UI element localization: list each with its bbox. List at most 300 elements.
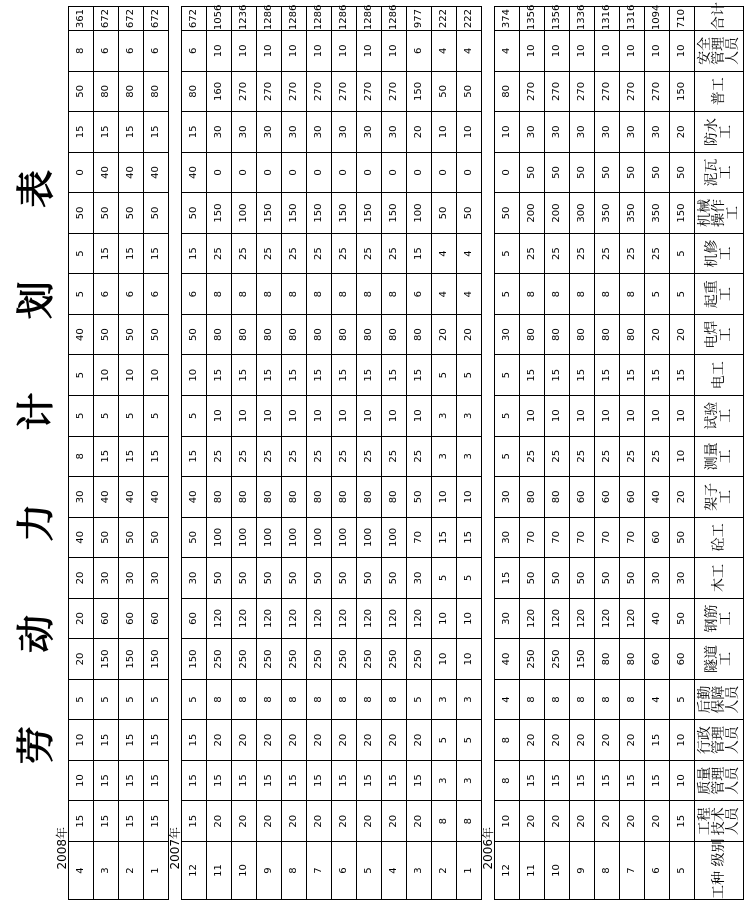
month-header: 3 [407,842,432,900]
value-cell: 30 [182,558,207,599]
value-cell: 8 [257,274,282,315]
value-cell: 80 [307,477,332,518]
total-cell: 1056 [207,7,232,31]
value-cell: 270 [645,71,670,112]
value-cell: 50 [495,193,520,234]
value-cell: 10 [645,395,670,436]
value-cell: 5 [144,679,169,720]
value-cell: 8 [570,274,595,315]
value-cell: 50 [620,152,645,193]
value-cell: 5 [182,679,207,720]
value-cell: 50 [407,477,432,518]
month-header: 2 [119,842,144,900]
value-cell: 100 [257,517,282,558]
value-cell: 80 [232,314,257,355]
total-cell: 374 [495,7,520,31]
value-cell: 25 [545,233,570,274]
value-cell: 15 [257,760,282,801]
value-cell: 0 [69,152,94,193]
value-cell: 70 [620,517,645,558]
value-cell: 15 [119,112,144,153]
value-cell: 200 [545,193,570,234]
value-cell: 15 [670,355,695,396]
value-cell: 25 [257,436,282,477]
value-cell: 3 [457,395,482,436]
value-cell: 10 [357,395,382,436]
value-cell: 30 [645,558,670,599]
value-cell: 150 [282,193,307,234]
value-cell: 50 [432,193,457,234]
value-cell: 15 [119,720,144,761]
value-cell: 80 [357,314,382,355]
value-cell: 20 [257,720,282,761]
value-cell: 15 [545,355,570,396]
value-cell: 30 [520,112,545,153]
value-cell: 15 [545,760,570,801]
value-cell: 8 [257,679,282,720]
value-cell: 15 [232,760,257,801]
month-header: 5 [357,842,382,900]
value-cell: 5 [495,355,520,396]
value-cell: 15 [182,801,207,842]
value-cell: 20 [207,720,232,761]
value-cell: 10 [307,395,332,436]
value-cell: 150 [257,193,282,234]
value-cell: 25 [645,233,670,274]
value-cell: 80 [570,314,595,355]
value-cell: 8 [520,679,545,720]
value-cell: 5 [94,395,119,436]
value-cell: 25 [620,436,645,477]
value-cell: 15 [94,801,119,842]
value-cell: 30 [332,112,357,153]
value-cell: 150 [332,193,357,234]
month-header: 6 [645,842,670,900]
value-cell: 8 [495,720,520,761]
value-cell: 80 [520,314,545,355]
value-cell: 15 [595,355,620,396]
value-cell: 15 [457,517,482,558]
value-cell: 15 [94,436,119,477]
value-cell: 15 [144,720,169,761]
value-cell: 350 [595,193,620,234]
value-cell: 250 [232,639,257,680]
month-header: 3 [94,842,119,900]
value-cell: 30 [144,558,169,599]
total-cell: 1316 [595,7,620,31]
value-cell: 50 [307,558,332,599]
value-cell: 25 [282,233,307,274]
month-header: 1 [457,842,482,900]
value-cell: 25 [232,436,257,477]
value-cell: 250 [520,639,545,680]
value-cell: 20 [457,314,482,355]
value-cell: 80 [382,314,407,355]
value-cell: 25 [570,436,595,477]
value-cell: 5 [645,274,670,315]
value-cell: 5 [94,679,119,720]
month-header: 2 [432,842,457,900]
value-cell: 270 [282,71,307,112]
value-cell: 15 [520,355,545,396]
month-header: 9 [570,842,595,900]
value-cell: 5 [495,395,520,436]
value-cell: 15 [645,355,670,396]
value-cell: 10 [457,112,482,153]
value-cell: 70 [545,517,570,558]
value-cell: 15 [570,355,595,396]
value-cell: 5 [495,274,520,315]
value-cell: 20 [382,801,407,842]
value-cell: 15 [144,436,169,477]
value-cell: 8 [332,679,357,720]
value-cell: 20 [407,720,432,761]
value-cell: 10 [545,395,570,436]
value-cell: 15 [282,760,307,801]
value-cell: 10 [382,395,407,436]
value-cell: 8 [595,274,620,315]
value-cell: 20 [620,720,645,761]
value-cell: 20 [432,314,457,355]
value-cell: 8 [69,31,94,72]
value-cell: 60 [94,598,119,639]
value-cell: 20 [69,598,94,639]
value-cell: 40 [119,152,144,193]
value-cell: 15 [382,760,407,801]
value-cell: 120 [595,598,620,639]
value-cell: 15 [620,760,645,801]
value-cell: 50 [357,558,382,599]
value-cell: 15 [119,436,144,477]
trade-name: 木工 [695,558,744,599]
month-header: 7 [307,842,332,900]
total-cell: 672 [182,7,207,31]
value-cell: 100 [382,517,407,558]
value-cell: 10 [570,31,595,72]
value-cell: 120 [357,598,382,639]
value-cell: 4 [495,679,520,720]
trade-name: 试验工 [695,395,744,436]
value-cell: 10 [332,31,357,72]
value-cell: 0 [382,152,407,193]
value-cell: 8 [382,679,407,720]
value-cell: 30 [670,558,695,599]
value-cell: 30 [307,112,332,153]
value-cell: 60 [620,477,645,518]
value-cell: 250 [307,639,332,680]
total-cell: 1286 [282,7,307,31]
value-cell: 25 [595,233,620,274]
value-cell: 8 [357,274,382,315]
value-cell: 40 [144,477,169,518]
value-cell: 5 [119,395,144,436]
value-cell: 120 [520,598,545,639]
value-cell: 25 [382,436,407,477]
value-cell: 60 [670,639,695,680]
value-cell: 50 [595,558,620,599]
value-cell: 50 [94,193,119,234]
value-cell: 25 [570,233,595,274]
value-cell: 0 [407,152,432,193]
value-cell: 20 [407,801,432,842]
value-cell: 15 [119,801,144,842]
value-cell: 10 [595,395,620,436]
value-cell: 120 [407,598,432,639]
value-cell: 15 [94,720,119,761]
value-cell: 5 [670,274,695,315]
value-cell: 80 [407,314,432,355]
value-cell: 40 [119,477,144,518]
value-cell: 25 [645,436,670,477]
value-cell: 80 [332,314,357,355]
value-cell: 160 [207,71,232,112]
month-header: 11 [207,842,232,900]
value-cell: 5 [182,395,207,436]
value-cell: 100 [207,517,232,558]
total-cell: 1336 [570,7,595,31]
value-cell: 40 [144,152,169,193]
value-cell: 50 [645,152,670,193]
value-cell: 8 [570,679,595,720]
value-cell: 20 [520,720,545,761]
value-cell: 15 [182,720,207,761]
month-header: 4 [382,842,407,900]
value-cell: 8 [232,679,257,720]
value-cell: 25 [232,233,257,274]
value-cell: 50 [69,71,94,112]
value-cell: 150 [307,193,332,234]
value-cell: 15 [332,355,357,396]
value-cell: 0 [432,152,457,193]
value-cell: 250 [382,639,407,680]
value-cell: 10 [382,31,407,72]
value-cell: 15 [332,760,357,801]
value-cell: 80 [182,71,207,112]
value-cell: 6 [407,274,432,315]
value-cell: 25 [620,233,645,274]
value-cell: 80 [332,477,357,518]
value-cell: 50 [670,152,695,193]
value-cell: 3 [432,679,457,720]
value-cell: 15 [94,112,119,153]
value-cell: 6 [182,274,207,315]
value-cell: 150 [207,193,232,234]
value-cell: 15 [182,233,207,274]
value-cell: 10 [232,31,257,72]
value-cell: 150 [182,639,207,680]
value-cell: 15 [94,233,119,274]
value-cell: 4 [457,31,482,72]
value-cell: 5 [670,233,695,274]
value-cell: 10 [570,395,595,436]
value-cell: 15 [94,760,119,801]
value-cell: 8 [207,679,232,720]
value-cell: 15 [432,517,457,558]
trade-name: 砼工 [695,517,744,558]
value-cell: 50 [182,314,207,355]
value-cell: 150 [670,193,695,234]
value-cell: 25 [520,233,545,274]
value-cell: 10 [207,31,232,72]
value-cell: 25 [307,233,332,274]
value-cell: 30 [257,112,282,153]
value-cell: 20 [545,801,570,842]
value-cell: 120 [545,598,570,639]
value-cell: 10 [670,720,695,761]
value-cell: 5 [670,679,695,720]
value-cell: 50 [520,152,545,193]
value-cell: 270 [307,71,332,112]
value-cell: 10 [520,395,545,436]
value-cell: 15 [282,355,307,396]
value-cell: 50 [94,517,119,558]
value-cell: 80 [232,477,257,518]
value-cell: 270 [595,71,620,112]
value-cell: 80 [257,477,282,518]
value-cell: 20 [232,720,257,761]
value-cell: 80 [595,639,620,680]
value-cell: 50 [382,558,407,599]
value-cell: 10 [495,112,520,153]
value-cell: 8 [232,274,257,315]
value-cell: 40 [94,477,119,518]
value-cell: 8 [382,274,407,315]
value-cell: 80 [595,314,620,355]
value-cell: 30 [232,112,257,153]
value-cell: 3 [432,395,457,436]
value-cell: 0 [357,152,382,193]
value-cell: 30 [620,112,645,153]
value-cell: 40 [182,477,207,518]
value-cell: 15 [257,355,282,396]
trade-name: 测量工 [695,436,744,477]
value-cell: 120 [382,598,407,639]
value-cell: 5 [69,679,94,720]
value-cell: 8 [332,274,357,315]
value-cell: 20 [357,720,382,761]
value-cell: 20 [570,801,595,842]
value-cell: 40 [182,152,207,193]
value-cell: 60 [182,598,207,639]
value-cell: 15 [595,760,620,801]
corner-header: 工种 级别 [695,842,744,900]
value-cell: 6 [119,274,144,315]
value-cell: 0 [232,152,257,193]
value-cell: 5 [69,395,94,436]
month-header: 10 [545,842,570,900]
value-cell: 300 [570,193,595,234]
value-cell: 5 [119,679,144,720]
value-cell: 20 [570,720,595,761]
month-header: 5 [670,842,695,900]
value-cell: 10 [69,720,94,761]
value-cell: 40 [495,639,520,680]
value-cell: 50 [670,598,695,639]
value-cell: 50 [182,193,207,234]
value-cell: 50 [257,558,282,599]
total-label: 合计 [695,7,744,31]
value-cell: 10 [307,31,332,72]
value-cell: 10 [645,31,670,72]
value-cell: 5 [144,395,169,436]
value-cell: 50 [144,193,169,234]
value-cell: 30 [119,558,144,599]
value-cell: 60 [119,598,144,639]
value-cell: 150 [94,639,119,680]
value-cell: 60 [570,477,595,518]
value-cell: 50 [545,558,570,599]
total-cell: 1286 [332,7,357,31]
value-cell: 0 [332,152,357,193]
value-cell: 20 [207,801,232,842]
value-cell: 10 [545,31,570,72]
value-cell: 15 [144,760,169,801]
value-cell: 8 [520,274,545,315]
value-cell: 15 [69,112,94,153]
value-cell: 10 [620,31,645,72]
value-cell: 10 [232,395,257,436]
value-cell: 80 [620,314,645,355]
value-cell: 10 [282,31,307,72]
value-cell: 10 [595,31,620,72]
value-cell: 20 [307,801,332,842]
value-cell: 15 [119,233,144,274]
year-label: 2008年 [56,7,69,900]
value-cell: 8 [595,679,620,720]
value-cell: 20 [257,801,282,842]
value-cell: 8 [620,274,645,315]
value-cell: 70 [520,517,545,558]
value-cell: 30 [495,598,520,639]
total-cell: 222 [457,7,482,31]
value-cell: 100 [307,517,332,558]
value-cell: 30 [94,558,119,599]
value-cell: 10 [495,801,520,842]
value-cell: 50 [94,314,119,355]
value-cell: 20 [69,639,94,680]
value-cell: 15 [407,760,432,801]
value-cell: 20 [670,112,695,153]
value-cell: 50 [119,193,144,234]
value-cell: 20 [670,314,695,355]
value-cell: 15 [207,760,232,801]
value-cell: 6 [144,274,169,315]
value-cell: 0 [495,152,520,193]
value-cell: 50 [332,558,357,599]
value-cell: 15 [207,355,232,396]
value-cell: 15 [382,355,407,396]
value-cell: 150 [570,639,595,680]
value-cell: 250 [332,639,357,680]
trade-name: 架子工 [695,477,744,518]
value-cell: 10 [620,395,645,436]
trade-name: 泥瓦工 [695,152,744,193]
value-cell: 0 [307,152,332,193]
value-cell: 3 [457,679,482,720]
value-cell: 80 [257,314,282,355]
value-cell: 0 [257,152,282,193]
value-cell: 25 [207,436,232,477]
value-cell: 10 [407,395,432,436]
value-cell: 80 [207,477,232,518]
value-cell: 40 [94,152,119,193]
value-cell: 15 [357,760,382,801]
value-cell: 80 [495,71,520,112]
value-cell: 270 [570,71,595,112]
value-cell: 50 [457,193,482,234]
trade-name: 机修工 [695,233,744,274]
value-cell: 150 [670,71,695,112]
